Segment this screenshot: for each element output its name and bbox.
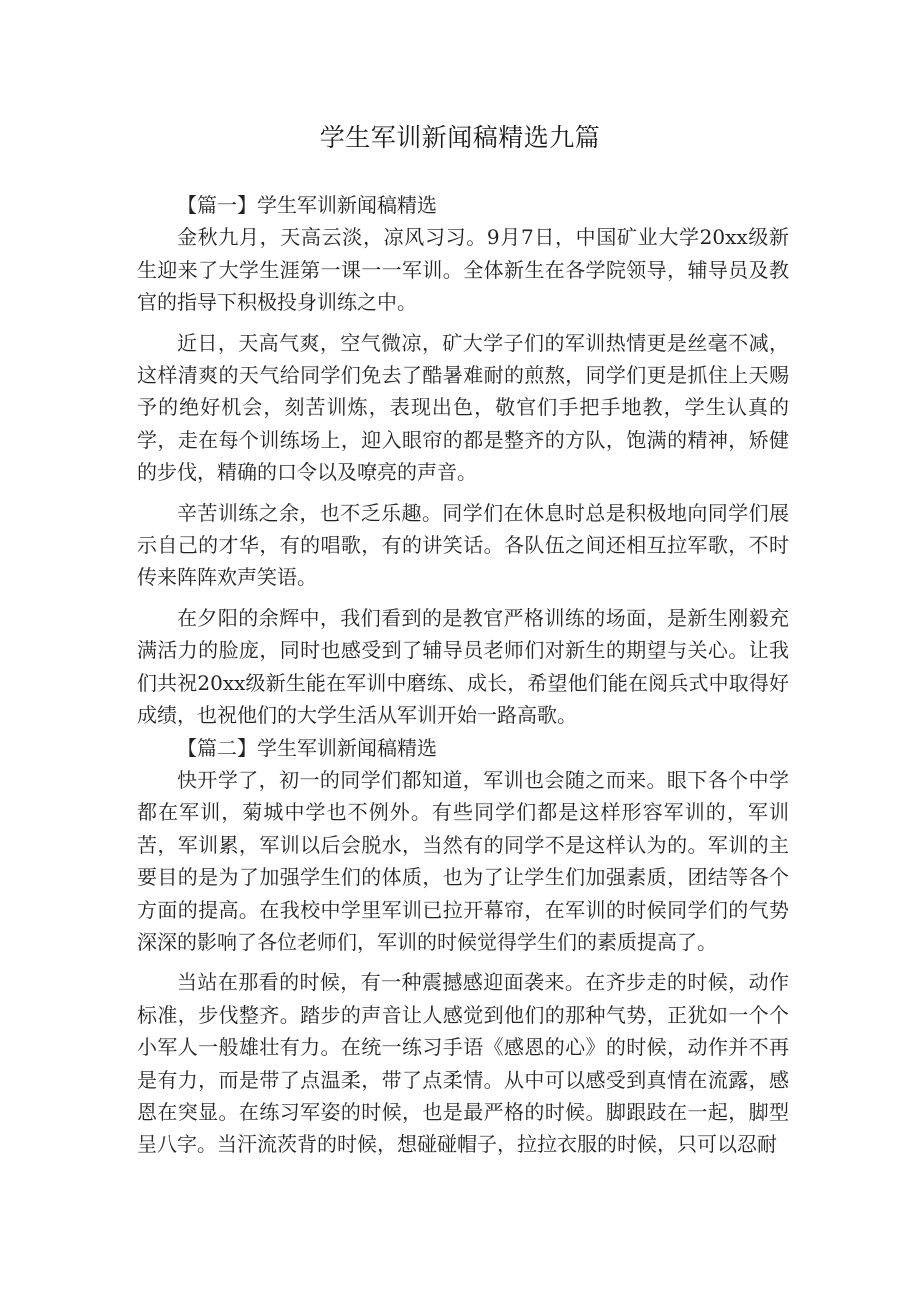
paragraph: 辛苦训练之余，也不乏乐趣。同学们在休息时总是积极地向同学们展示自己的才华，有的唱歌，有的讲笑话。各队伍之间还相互拉军歌，不时传来阵阵欢声笑语。	[137, 500, 789, 590]
paragraph: 金秋九月，天高云淡，凉风习习。9月7日，中国矿业大学20xx级新生迎来了大学生涯第一课一一军训。全体新生在各学院领导，辅导员及教官的指导下积极投身训练之中。	[137, 225, 789, 315]
paragraph: 在夕阳的余辉中，我们看到的是教官严格训练的场面，是新生刚毅充满活力的脸庞，同时也感受到了辅导员老师们对新生的期望与关心。让我们共祝20xx级新生能在军训中磨练、成长，希望他们能在阅兵式中取得好成绩，也祝他们的大学生活从军训开始一路高歌。	[137, 605, 789, 728]
section-heading-2: 【篇二】学生军训新闻稿精选	[177, 735, 437, 760]
section-heading-1: 【篇一】学生军训新闻稿精选	[177, 193, 437, 217]
document-body	[137, 189, 789, 1161]
document-title: 学生军训新闻稿精选九篇	[319, 123, 601, 152]
paragraph: 快开学了，初一的同学们都知道，军训也会随之而来。眼下各个中学都在军训，菊城中学也不例外。有些同学们都是这样形容军训的，军训苦，军训累，军训以后会脱水，当然有的同学不是这样认为的。军训的主要目的是为了加强学生们的体质，也为了让学生们加强素质，团结等各个方面的提高。在我校中学里军训已拉开幕帘，在军训的时候同学们的气势深深的影响了各位老师们，军训的时候觉得学生们的素质提高了。	[137, 767, 789, 954]
paragraph: 当站在那看的时候，有一种震撼感迎面袭来。在齐步走的时候，动作标准，步伐整齐。踏步的声音让人感觉到他们的那种气势，正犹如一个个小军人一般雄壮有力。在统一练习手语《感恩的心》的时候，动作并不再是有力，而是带了点温柔，带了点柔情。从中可以感受到真情在流露，感恩在突显。在练习军姿的时候，也是最严格的时候。脚跟跂在一起，脚型呈八字。当汗流茨背的时候，想碰碰帽子，拉拉衣服的时候，只可以忍耐	[137, 970, 789, 1157]
paragraph: 近日，天高气爽，空气微凉，矿大学子们的军训热情更是丝毫不减，这样清爽的天气给同学们免去了酷暑难耐的煎熬，同学们更是抓住上天赐予的绝好机会，刻苦训炼，表现出色，敬官们手把手地教，学生认真的学，走在每个训练场上，迎入眼帘的都是整齐的方队，饱满的精神，矫健的步伐，精确的口令以及嘹亮的声音。	[137, 330, 789, 485]
